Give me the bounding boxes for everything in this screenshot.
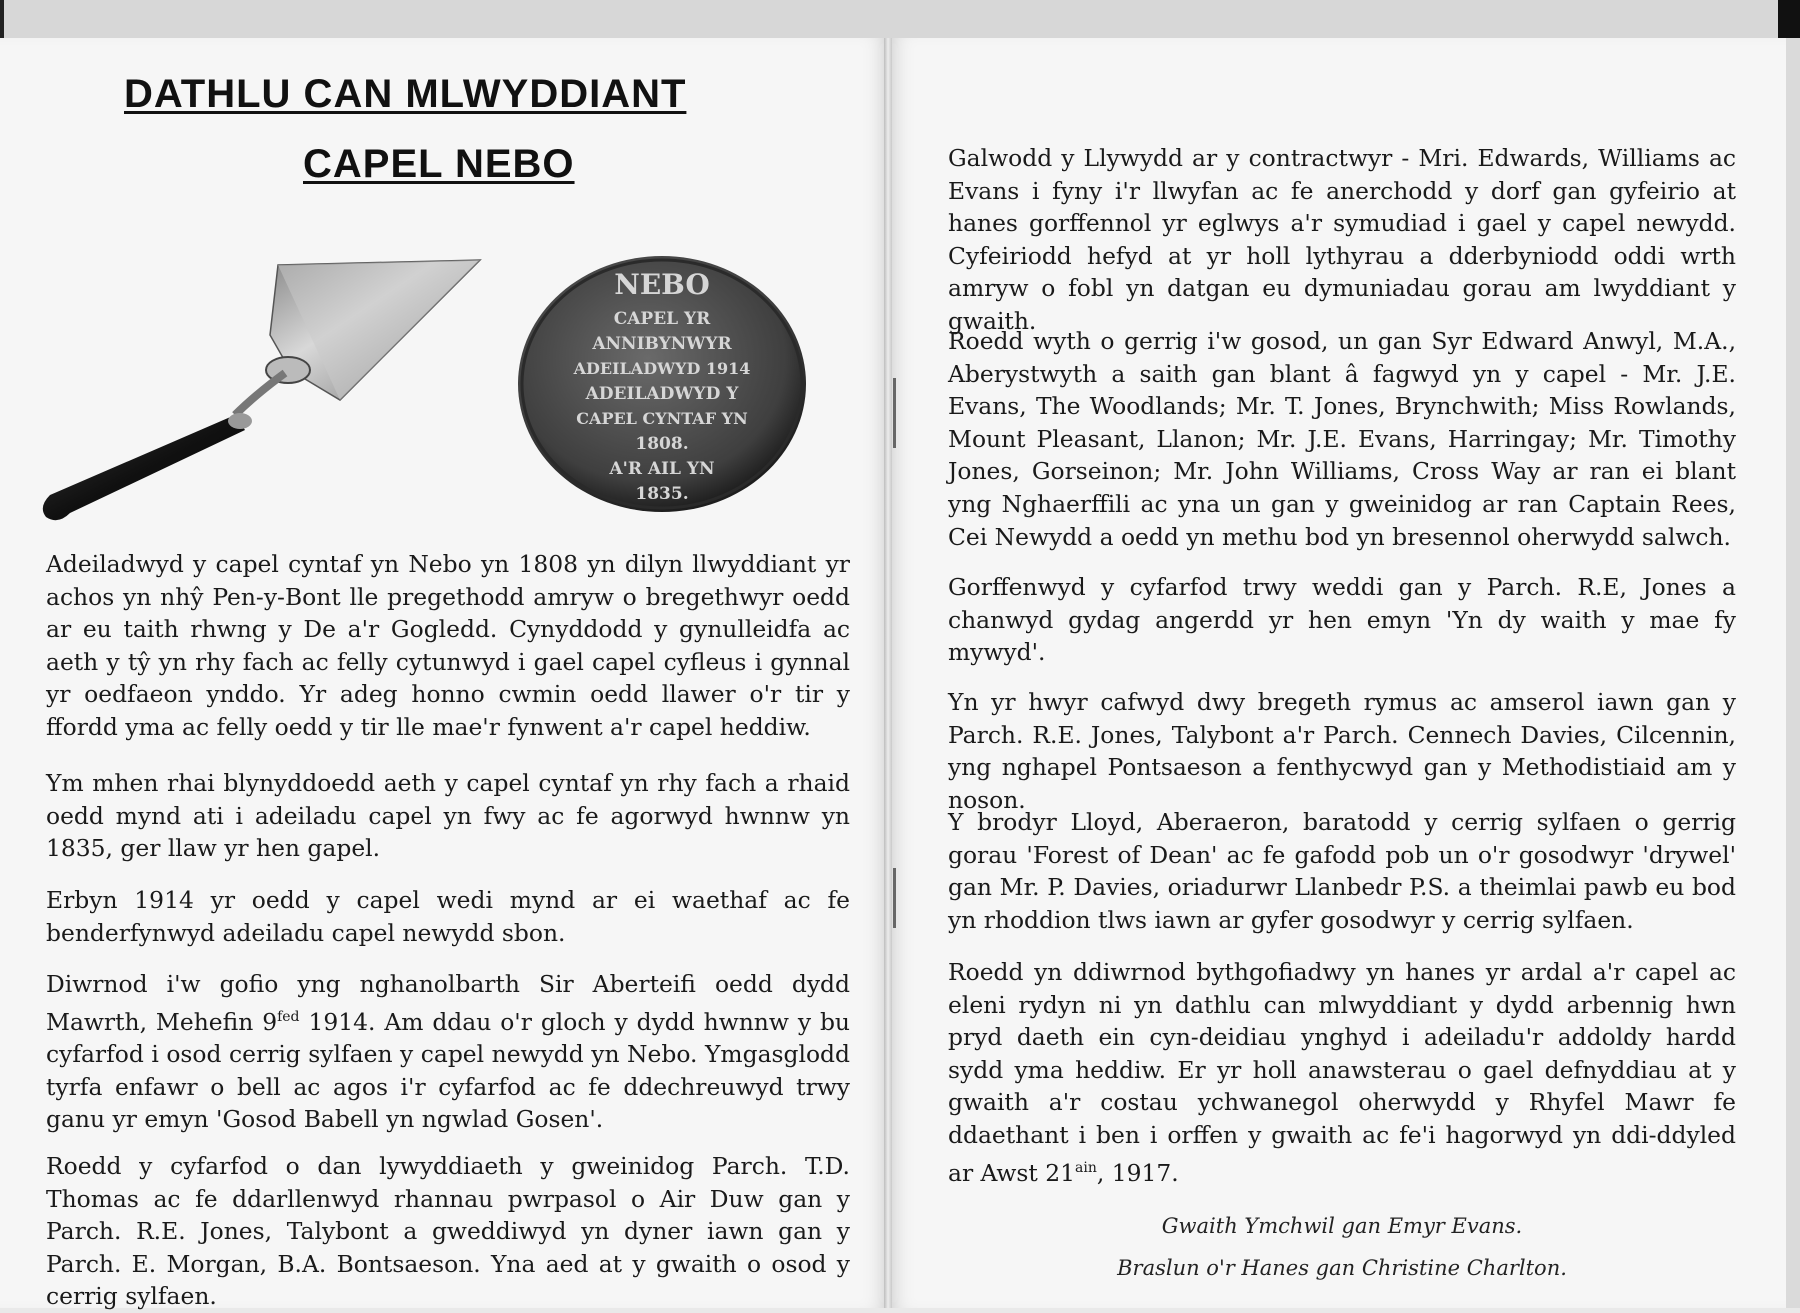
- right-paragraph-4: [948, 686, 1736, 816]
- left-paragraph-4: [46, 968, 850, 1136]
- trowel-photo: [30, 255, 490, 535]
- left-paragraph-2: [46, 767, 850, 865]
- paragraph-text-start: Diwrnod i'w gofio yng nghanolbarth Sir Aberteifi oedd dydd Mawrth, Mehefin 9: [46, 970, 850, 1036]
- ordinal-suffix: ain: [1075, 1159, 1097, 1176]
- paragraph-text-end: 1914. Am ddau o'r gloch y dydd hwnnw y bu cyfarfod i osod cerrig sylfaen y capel newydd yn Nebo. Ymgasglodd tyrfa enfawr o bell ac agos i'r cyfarfod ac fe ddechreuwyd trwy ganu yr emyn 'Gosod Babell yn ngwlad Gosen'.: [46, 1007, 850, 1134]
- staple-bottom: [893, 868, 896, 928]
- paragraph-text: [46, 968, 850, 1136]
- medallion-line-2: CAPEL YR: [613, 309, 711, 329]
- scan-background: [0, 0, 1800, 38]
- staple-top: [893, 378, 896, 448]
- right-paragraph-1: [948, 142, 1736, 338]
- paragraph-text: Yn yr hwyr cafwyd dwy bregeth rymus ac amserol iawn gan y Parch. R.E. Jones, Talybont a'r Parch. Cennech Davies, Cilcennin, yng nghapel Pontsaeson a fenthycwyd gan y Methodistiaid am y noson.: [948, 688, 1736, 814]
- left-paragraph-1: [46, 548, 850, 744]
- medallion-line-9: 1835.: [635, 484, 689, 504]
- paragraph-text: Erbyn 1914 yr oedd y capel wedi mynd ar ei waethaf ac fe benderfynwyd adeiladu capel newydd sbon.: [46, 886, 850, 947]
- paragraph-text-end: , 1917.: [1096, 1158, 1179, 1187]
- medallion-line-5: ADEILADWYD Y: [585, 384, 739, 404]
- ordinal-suffix: fed: [277, 1008, 300, 1025]
- page-fold: [884, 38, 892, 1308]
- paragraph-text: Gorffenwyd y cyfarfod trwy weddi gan y Parch. R.E, Jones a chanwyd gydag angerdd yr hen emyn 'Yn dy waith y mae fy mywyd'.: [948, 573, 1736, 667]
- medallion-line-8: A'R AIL YN: [609, 459, 715, 479]
- medallion-line-4: ADEILADWYD 1914: [573, 359, 751, 378]
- scan-edge-mark-right: [1778, 0, 1800, 40]
- right-paragraph-3: [948, 571, 1736, 669]
- paragraph-text: Galwodd y Llywydd ar y contractwyr - Mri. Edwards, Williams ac Evans i fyny i'r llwyfan ac fe anerchodd y dorf gan gyfeirio at hanes gorffennol yr eglwys a'r symudiad i gael y capel newydd. Cyfeiriodd hefyd at yr holl lythyrau a dderbyniodd oddi wrth amryw o fobl yn datgan eu dymuniadau gorau am lwyddiant y gwaith.: [948, 144, 1736, 335]
- paragraph-text: Adeiladwyd y capel cyntaf yn Nebo yn 1808 yn dilyn llwyddiant yr achos yn nhŷ Pen-y-Bont lle pregethodd amryw o bregethwyr oedd ar eu taith rhwng y De a'r Gogledd. Cynyddodd y gynulleidfa ac aeth y tŷ yn rhy fach ac felly cytunwyd i gael capel cyfleus i gynnal yr oedfaeon ynddo. Yr adeg honno cwmin oedd llawer o'r tir y ffordd yma ac felly oedd y tir lle mae'r fynwent a'r capel heddiw.: [46, 550, 850, 741]
- medallion-line-3: ANNIBYNWYR: [592, 334, 732, 354]
- credit-research: Gwaith Ymchwil gan Emyr Evans.: [1161, 1214, 1523, 1238]
- page-title-line2: CAPEL NEBO: [303, 142, 575, 186]
- medallion-line-7: 1808.: [635, 434, 689, 454]
- commemorative-medallion: [514, 252, 810, 516]
- paragraph-text: Ym mhen rhai blynyddoedd aeth y capel cyntaf yn rhy fach a rhaid oedd mynd ati i adeiladu capel yn fwy ac fe agorwyd hwnnw yn 1835, ger llaw yr hen gapel.: [46, 769, 850, 863]
- credit-history: Braslun o'r Hanes gan Christine Charlton.: [1117, 1256, 1567, 1280]
- page-title-line1: DATHLU CAN MLWYDDIANT: [124, 72, 687, 116]
- right-paragraph-6: [948, 956, 1736, 1189]
- paragraph-text-start: Roedd yn ddiwrnod bythgofiadwy yn hanes yr ardal a'r capel ac eleni rydyn ni yn dathlu can mlwyddiant y dydd arbennig hwn pryd daeth ein cyn-deidiau ynghyd i adeiladu'r addoldy hardd sydd yma heddiw. Er yr holl anawsterau o gael defnyddiau at y gwaith a'r costau ychwanegol oherwydd y Rhyfel Mawr fe ddaethant i ben i orffen y gwaith ac fe'i hagorwyd yn ddi-ddyled ar Awst 21: [948, 958, 1736, 1187]
- right-paragraph-2: [948, 325, 1736, 553]
- medallion-line-1: NEBO: [614, 268, 710, 301]
- left-paragraph-5: [46, 1150, 850, 1313]
- page-edge: [1786, 38, 1800, 1308]
- medallion-line-6: CAPEL CYNTAF YN: [576, 409, 748, 428]
- paragraph-text: [948, 956, 1736, 1189]
- paragraph-text: Roedd y cyfarfod o dan lywyddiaeth y gweinidog Parch. T.D. Thomas ac fe ddarllenwyd rhannau pwrpasol o Air Duw gan y Parch. R.E. Jones, Talybont a gweddiwyd yn dyner iawn gan y Parch. E. Morgan, B.A. Bontsaeson. Yna aed at y gwaith o osod y cerrig sylfaen.: [46, 1152, 850, 1311]
- right-paragraph-5: [948, 806, 1736, 936]
- paragraph-text: Y brodyr Lloyd, Aberaeron, baratodd y cerrig sylfaen o gerrig gorau 'Forest of Dean' ac fe gafodd pob un o'r gosodwyr 'drywel' gan Mr. P. Davies, oriadurwr Llanbedr P.S. a theimlai pawb eu bod yn rhoddion tlws iawn ar gyfer gosodwyr y cerrig sylfaen.: [948, 808, 1736, 934]
- left-paragraph-3: [46, 884, 850, 949]
- paragraph-text: Roedd wyth o gerrig i'w gosod, un gan Syr Edward Anwyl, M.A., Aberystwyth a saith gan blant â fagwyd yn y capel - Mr. J.E. Evans, The Woodlands; Mr. T. Jones, Brynchwith; Miss Rowlands, Mount Pleasant, Llanon; Mr. J.E. Evans, Harringay; Mr. Timothy Jones, Gorseinon; Mr. John Williams, Cross Way ar ran ei blant yng Nghaerffili ac yna un gan y gweinidog ar ran Captain Rees, Cei Newydd a oedd yn methu bod yn bresennol oherwydd salwch.: [948, 327, 1736, 551]
